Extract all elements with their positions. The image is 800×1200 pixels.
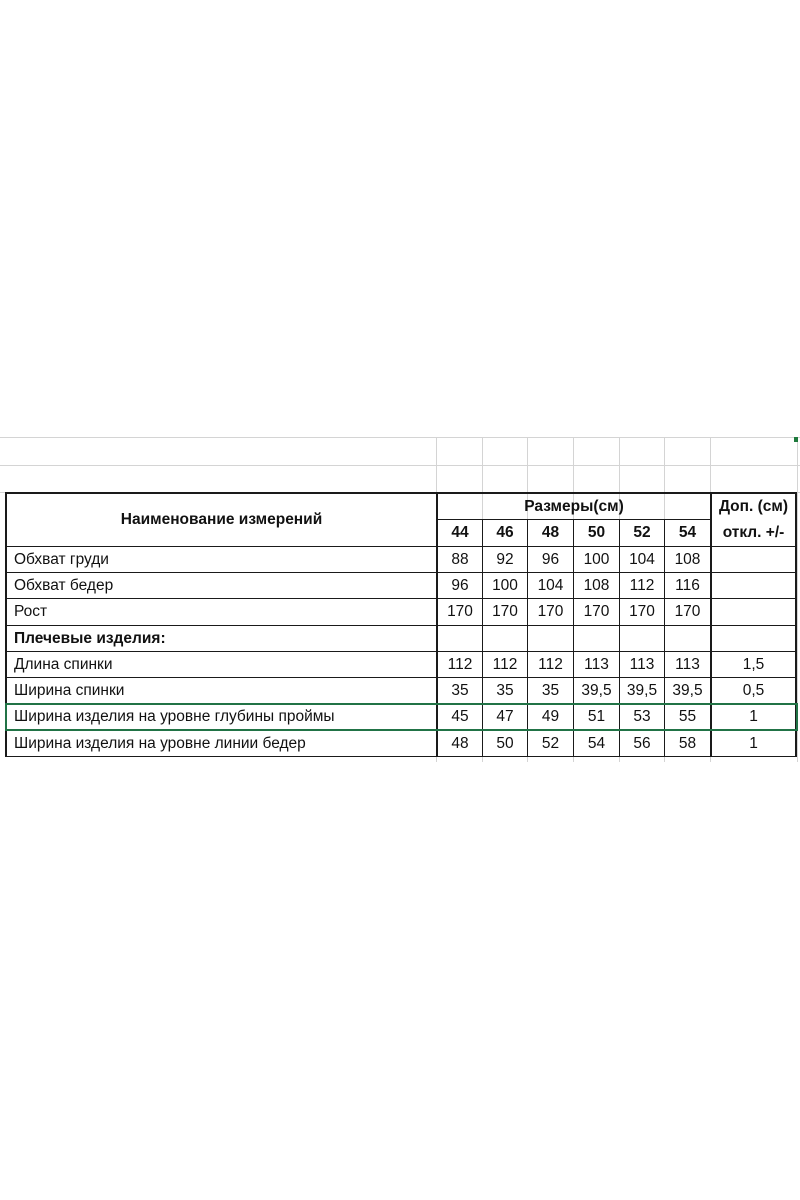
size-value-cell[interactable]: 116 [675, 576, 700, 594]
size-value-cell[interactable]: 58 [678, 734, 697, 752]
row-label[interactable]: Длина спинки [14, 655, 113, 673]
size-value-cell[interactable]: 100 [583, 550, 610, 568]
size-value-cell[interactable]: 112 [492, 655, 518, 673]
size-value-cell[interactable]: 113 [629, 655, 655, 673]
tolerance-cell[interactable] [712, 547, 795, 572]
tolerance-cell[interactable]: 0,5 [742, 681, 765, 699]
size-value-cell[interactable]: 48 [451, 734, 469, 752]
size-value-cell[interactable]: 108 [583, 576, 610, 594]
size-value-cell[interactable]: 88 [451, 550, 469, 568]
size-value-cell[interactable]: 35 [496, 681, 514, 699]
size-chart-spreadsheet [0, 437, 800, 762]
size-value-cell[interactable]: 56 [633, 734, 651, 752]
tolerance-cell[interactable]: 1,5 [742, 655, 765, 673]
size-value-cell[interactable]: 39,5 [581, 681, 612, 699]
size-value-cell[interactable]: 170 [674, 603, 701, 620]
size-value-cell[interactable] [438, 626, 482, 651]
row-label[interactable]: Ширина изделия на уровне глубины проймы [14, 708, 335, 725]
gridline [0, 465, 800, 466]
size-value-cell[interactable]: 170 [492, 603, 518, 620]
size-value-cell[interactable] [483, 626, 527, 651]
row-label[interactable]: Ширина спинки [14, 681, 125, 699]
size-value-cell[interactable]: 113 [675, 655, 700, 673]
header-measurement-name: Наименование измерений [120, 511, 323, 528]
row-label[interactable]: Ширина изделия на уровне линии бедер [14, 734, 306, 752]
size-value-cell[interactable] [665, 626, 710, 651]
size-value-cell[interactable]: 113 [584, 655, 609, 673]
size-value-cell[interactable]: 112 [447, 655, 473, 673]
size-value-cell[interactable]: 104 [629, 550, 655, 568]
header-tolerance-line1: Доп. (см) [718, 497, 789, 515]
size-value-cell[interactable]: 96 [541, 550, 560, 568]
size-value-cell[interactable]: 52 [541, 734, 560, 752]
row-label[interactable]: Обхват бедер [14, 576, 114, 594]
size-value-cell[interactable]: 104 [537, 576, 564, 594]
size-value-cell[interactable] [620, 626, 664, 651]
size-header-cell: 46 [496, 524, 514, 541]
header-sizes: Размеры(см) [524, 497, 624, 515]
tolerance-cell[interactable]: 1 [749, 734, 758, 752]
row-label[interactable]: Рост [14, 603, 48, 620]
size-header-cell: 44 [451, 524, 469, 541]
size-value-cell[interactable]: 51 [587, 708, 606, 725]
size-value-cell[interactable]: 100 [492, 576, 518, 594]
size-value-cell[interactable]: 112 [629, 576, 655, 594]
size-value-cell[interactable]: 39,5 [626, 681, 658, 699]
size-header-cell: 54 [678, 524, 697, 541]
tolerance-cell[interactable] [712, 599, 795, 625]
gridline [0, 437, 800, 438]
selection-handle [794, 437, 798, 442]
size-value-cell[interactable]: 108 [674, 550, 701, 568]
size-header-cell: 48 [541, 524, 560, 541]
size-value-cell[interactable]: 47 [496, 708, 514, 725]
size-value-cell[interactable]: 39,5 [672, 681, 703, 699]
tolerance-cell[interactable]: 1 [749, 708, 758, 725]
header-tolerance-line2: откл. +/- [722, 524, 785, 541]
tolerance-cell[interactable] [712, 626, 795, 651]
row-label[interactable]: Обхват груди [14, 550, 109, 568]
size-value-cell[interactable] [574, 626, 619, 651]
size-value-cell[interactable]: 35 [541, 681, 560, 699]
size-value-cell[interactable] [528, 626, 573, 651]
size-value-cell[interactable]: 50 [496, 734, 514, 752]
tolerance-cell[interactable] [712, 573, 795, 598]
size-value-cell[interactable]: 170 [447, 603, 473, 620]
size-value-cell[interactable]: 35 [451, 681, 469, 699]
size-value-cell[interactable]: 55 [678, 708, 697, 725]
size-value-cell[interactable]: 49 [541, 708, 560, 725]
size-value-cell[interactable]: 96 [451, 576, 469, 594]
size-value-cell[interactable]: 54 [587, 734, 606, 752]
size-value-cell[interactable]: 112 [538, 655, 563, 673]
size-value-cell[interactable]: 170 [537, 603, 564, 620]
size-header-cell: 52 [633, 524, 651, 541]
size-value-cell[interactable]: 53 [633, 708, 651, 725]
size-header-cell: 50 [587, 524, 606, 541]
size-value-cell[interactable]: 92 [496, 550, 514, 568]
size-value-cell[interactable]: 170 [583, 603, 610, 620]
table-border [5, 756, 797, 757]
row-label[interactable]: Плечевые изделия: [14, 629, 166, 647]
size-value-cell[interactable]: 170 [629, 603, 655, 620]
size-value-cell[interactable]: 45 [451, 708, 469, 725]
